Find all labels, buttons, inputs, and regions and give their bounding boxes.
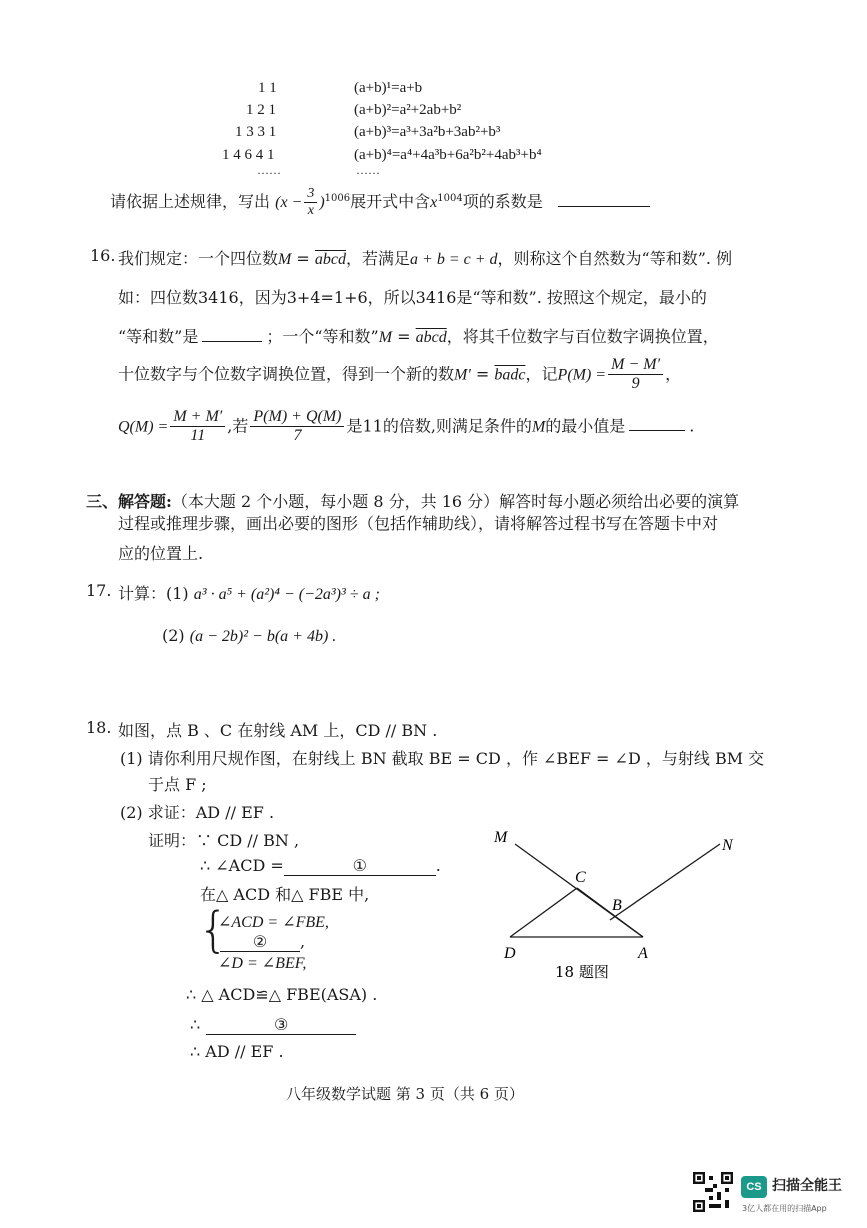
q15-expr-close: ) xyxy=(319,194,325,212)
pascal-dots: …… xyxy=(257,163,281,177)
q16-l3-eq: = xyxy=(392,327,416,346)
ray-BN xyxy=(610,844,720,920)
section-3-desc-2: 过程或推理步骤，画出必要的图形（包括作辅助线），请将解答过程书写在答题卡中对 xyxy=(118,514,719,533)
q15-frac-den: x xyxy=(307,203,314,219)
proof-line-1: ∴ ∠ACD = ① . xyxy=(200,856,441,875)
q16-line-4 xyxy=(118,356,681,394)
system-eq-1: ∠ACD = ∠FBE, xyxy=(218,914,329,931)
q16-frac-sum-num: P(M) + Q(M) xyxy=(250,408,344,427)
expansion-3: (a+b)³=a³+3a²b+3ab²+b³ xyxy=(354,124,501,140)
q16-l4-mid: ，记 xyxy=(525,364,558,384)
expansion-2: (a+b)²=a²+2ab+b² xyxy=(354,102,462,118)
proof-blank-2[interactable] xyxy=(220,932,300,952)
q16-frac-sum xyxy=(250,408,344,446)
proof-line-2: 在△ ACD 和△ FBE 中, xyxy=(200,885,370,904)
q16-line-2: 如：四位数3416，因为3+4=1+6，所以3416是“等和数”. 按照这个规定，最小的 xyxy=(118,288,707,307)
q15-suffix: 项的系数是 xyxy=(462,192,543,212)
q16-l3-mid: ；一个“等和数” xyxy=(266,327,379,346)
proof-line-3: ∴ △ ACD≌△ FBE(ASA) . xyxy=(186,985,378,1004)
q17-label-1: 计算：(1) xyxy=(118,584,189,603)
blank-3-marker: ③ xyxy=(274,1015,289,1034)
label-B: B xyxy=(612,897,622,914)
scanner-name: 扫描全能王 xyxy=(772,1178,842,1194)
q16-l5-M: M xyxy=(531,418,546,436)
q16-l5-end: 的最小值是 xyxy=(545,416,626,436)
proof-line-4 xyxy=(190,1015,356,1035)
q17-part-2 xyxy=(162,626,336,646)
pascal-row-1: 1 1 xyxy=(258,80,277,96)
q16-l3-M: M xyxy=(378,329,393,346)
q16-frac-Q-num: M + M′ xyxy=(170,408,225,427)
blank-1-marker: ① xyxy=(352,856,367,875)
label-C: C xyxy=(575,869,586,886)
q16-l3-abcd: abcd xyxy=(415,329,447,346)
q16-l5-ruo: ,若 xyxy=(227,416,249,436)
q15-power: 1006 xyxy=(324,192,351,204)
q17-expr-2: (a − 2b)² − b(a + 4b) . xyxy=(189,628,337,645)
q15-fraction xyxy=(304,186,317,219)
system-eq-2-comma: , xyxy=(300,932,306,951)
system-eq-3: ∠D = ∠BEF, xyxy=(218,955,307,972)
q15-expr-open: (x − xyxy=(275,194,303,212)
q16-l1-M: M xyxy=(278,251,292,268)
segment-CD xyxy=(510,888,577,937)
q15-mid: 展开式中含 xyxy=(350,192,431,212)
q16-l5-mid: 是11的倍数,则满足条件的 xyxy=(346,416,532,436)
blank-2-marker: ② xyxy=(252,932,268,951)
scanner-slogan: 3亿人都在用的扫描App xyxy=(742,1204,827,1213)
expansion-1: (a+b)¹=a+b xyxy=(354,80,423,96)
q18-part-1a: (1) 请你利用尺规作图，在射线上 BN 截取 BE = CD ，作 ∠BEF = ∠D ，与射线 BM 交 xyxy=(120,749,765,768)
label-M: M xyxy=(494,829,508,846)
q17-number: 17. xyxy=(86,581,112,600)
q18-number: 18. xyxy=(86,718,112,737)
q16-line-1 xyxy=(118,246,732,269)
section-3-heading xyxy=(86,489,739,512)
section-3-title: 三、解答题: xyxy=(86,492,172,511)
q16-frac-P-num: M − M′ xyxy=(608,356,663,375)
proof-1-text: ∴ ∠ACD = xyxy=(200,856,284,875)
q16-l4-pre: 十位数字与个位数字调换位置，得到一个新的数 xyxy=(118,364,455,384)
pascal-row-3: 1 3 3 1 xyxy=(235,124,277,140)
proof-blank-1[interactable] xyxy=(284,856,436,876)
q17-part-1 xyxy=(118,581,380,604)
q17-label-2: (2) xyxy=(162,626,185,645)
q16-l1-eq: = xyxy=(291,249,315,268)
q16-frac-Q-den: 11 xyxy=(190,427,206,445)
figure-caption: 18 题图 xyxy=(555,963,609,981)
proof-line-0: 证明：∵ CD // BN , xyxy=(148,831,300,850)
proof-4-text: ∴ xyxy=(190,1015,201,1034)
q15-x-power: 1004 xyxy=(437,192,463,204)
q15-frac-num: 3 xyxy=(304,186,317,203)
expansion-4: (a+b)⁴=a⁴+4a³b+6a²b²+4ab³+b⁴ xyxy=(354,147,542,163)
q18-part-1b: 于点 F ; xyxy=(148,775,207,794)
camscanner-logo: CS xyxy=(741,1176,767,1198)
q16-number: 16. xyxy=(90,246,116,265)
q15-answer-blank[interactable] xyxy=(558,206,650,207)
system-brace: { xyxy=(198,902,229,958)
q16-l3-post: ，将其千位数字与百位数字调换位置， xyxy=(446,327,719,346)
label-A: A xyxy=(638,945,648,962)
q16-l4-badc: badc xyxy=(494,366,526,384)
q15-x: x xyxy=(430,194,438,212)
q15-prefix: 请依据上述规律，写出 xyxy=(110,192,271,212)
q16-l4-Mp: M′ xyxy=(454,366,471,384)
section-3-desc-3: 应的位置上. xyxy=(118,544,204,563)
q16-line-3 xyxy=(118,324,719,347)
q16-frac-Q xyxy=(170,408,225,446)
q16-blank-2[interactable] xyxy=(629,430,685,431)
q16-line-5 xyxy=(118,408,694,446)
qr-code-icon xyxy=(693,1172,733,1212)
q16-frac-sum-den: 7 xyxy=(293,427,302,445)
segment-CA xyxy=(577,888,643,937)
q16-l5-dot: . xyxy=(689,416,695,436)
expansion-dots: …… xyxy=(356,163,380,177)
q16-frac-P xyxy=(608,356,663,394)
q18-intro: 如图，点 B 、C 在射线 AM 上，CD // BN . xyxy=(118,721,438,740)
q16-l1-cond: a + b = c + d xyxy=(410,251,498,268)
label-N: N xyxy=(722,837,733,854)
q16-l1-pre: 我们规定：一个四位数 xyxy=(118,249,279,268)
pascal-row-4: 1 4 6 4 1 xyxy=(222,147,275,163)
q16-l3-pre: “等和数”是 xyxy=(118,327,199,346)
q16-frac-P-den: 9 xyxy=(631,375,640,393)
proof-blank-3[interactable] xyxy=(206,1015,356,1035)
label-D: D xyxy=(504,945,516,962)
system-eq-2 xyxy=(220,932,305,952)
q16-l1-post: ，若满足 xyxy=(346,249,411,268)
q16-blank-1[interactable] xyxy=(202,341,262,342)
q17-expr-1: a³ · a⁵ + (a²)⁴ − (−2a³)³ ÷ a ; xyxy=(193,586,380,603)
page-footer: 八年级数学试题 第 3 页（共 6 页） xyxy=(286,1085,524,1103)
q16-l4-P: P(M) = xyxy=(557,366,607,384)
proof-line-5: ∴ AD // EF . xyxy=(190,1042,284,1061)
question-15-text xyxy=(110,186,650,219)
q16-l5-Q: Q(M) = xyxy=(118,418,169,436)
q16-l1-end: ，则称这个自然数为“等和数”. 例 xyxy=(497,249,733,268)
q16-l1-abcd: abcd xyxy=(314,251,347,268)
geometry-figure xyxy=(480,822,750,982)
section-3-desc-1: （本大题 2 个小题，每小题 8 分，共 16 分）解答时每小题必须给出必要的演算 xyxy=(171,492,740,511)
q16-l4-eq: = xyxy=(470,364,495,384)
pascal-row-2: 1 2 1 xyxy=(246,102,276,118)
q18-part-2: (2) 求证：AD // EF . xyxy=(120,803,275,822)
q16-l4-end: ， xyxy=(665,364,682,384)
